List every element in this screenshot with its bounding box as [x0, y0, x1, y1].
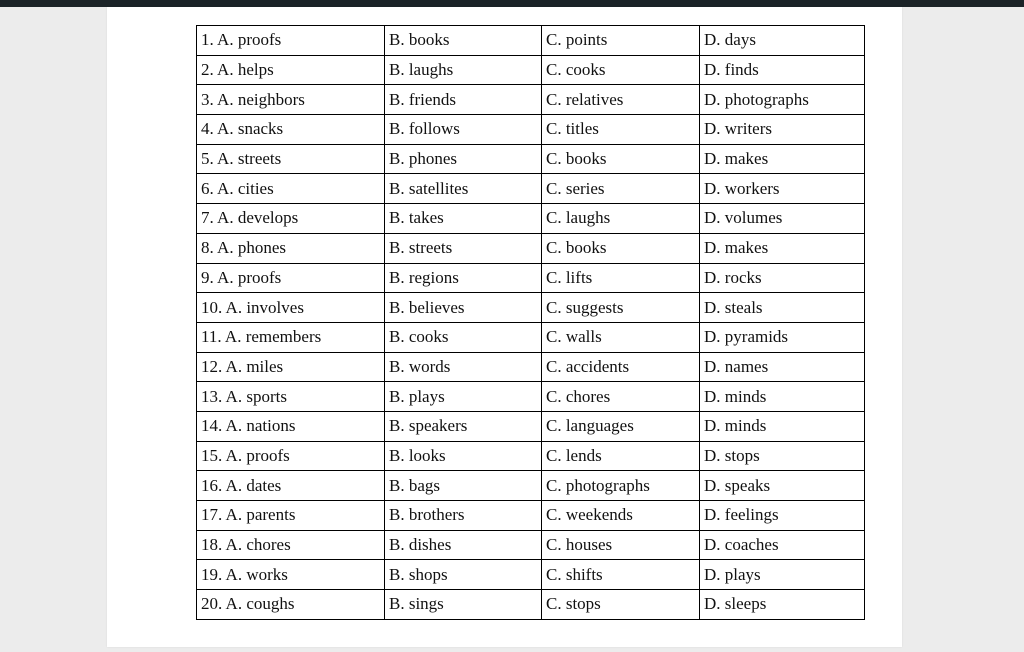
cell-option-d: D. coaches: [700, 530, 865, 560]
table-row: [197, 530, 865, 560]
table-row: [197, 55, 865, 85]
cell-option-c: C. titles: [542, 115, 700, 145]
cell-option-b: B. books: [385, 26, 542, 56]
cell-option-a: 1. A. proofs: [197, 26, 385, 56]
cell-option-c: C. weekends: [542, 501, 700, 531]
cell-option-a: 18. A. chores: [197, 530, 385, 560]
cell-option-b: B. cooks: [385, 322, 542, 352]
table-row: [197, 85, 865, 115]
cell-option-d: D. minds: [700, 411, 865, 441]
cell-option-b: B. sings: [385, 590, 542, 620]
cell-option-b: B. brothers: [385, 501, 542, 531]
cell-option-b: B. regions: [385, 263, 542, 293]
cell-option-b: B. plays: [385, 382, 542, 412]
cell-option-d: D. speaks: [700, 471, 865, 501]
cell-option-a: 2. A. helps: [197, 55, 385, 85]
cell-option-b: B. streets: [385, 233, 542, 263]
cell-option-a: 10. A. involves: [197, 293, 385, 323]
cell-option-d: D. feelings: [700, 501, 865, 531]
cell-option-b: B. takes: [385, 204, 542, 234]
table-row: [197, 233, 865, 263]
cell-option-b: B. words: [385, 352, 542, 382]
cell-option-c: C. walls: [542, 322, 700, 352]
cell-option-a: 12. A. miles: [197, 352, 385, 382]
cell-option-d: D. plays: [700, 560, 865, 590]
cell-option-c: C. laughs: [542, 204, 700, 234]
cell-option-a: 16. A. dates: [197, 471, 385, 501]
table-row: [197, 26, 865, 56]
cell-option-c: C. houses: [542, 530, 700, 560]
cell-option-c: C. languages: [542, 411, 700, 441]
cell-option-b: B. dishes: [385, 530, 542, 560]
cell-option-b: B. satellites: [385, 174, 542, 204]
cell-option-d: D. photographs: [700, 85, 865, 115]
table-row: [197, 501, 865, 531]
cell-option-b: B. follows: [385, 115, 542, 145]
table-row: [197, 560, 865, 590]
document-page: [107, 7, 902, 647]
cell-option-c: C. lends: [542, 441, 700, 471]
table-row: [197, 263, 865, 293]
cell-option-b: B. shops: [385, 560, 542, 590]
cell-option-d: D. days: [700, 26, 865, 56]
cell-option-d: D. steals: [700, 293, 865, 323]
cell-option-a: 3. A. neighbors: [197, 85, 385, 115]
cell-option-a: 19. A. works: [197, 560, 385, 590]
cell-option-c: C. accidents: [542, 352, 700, 382]
cell-option-c: C. books: [542, 233, 700, 263]
cell-option-a: 13. A. sports: [197, 382, 385, 412]
cell-option-a: 15. A. proofs: [197, 441, 385, 471]
cell-option-a: 20. A. coughs: [197, 590, 385, 620]
cell-option-b: B. speakers: [385, 411, 542, 441]
cell-option-c: C. shifts: [542, 560, 700, 590]
table-row: [197, 322, 865, 352]
cell-option-c: C. lifts: [542, 263, 700, 293]
cell-option-b: B. laughs: [385, 55, 542, 85]
cell-option-d: D. writers: [700, 115, 865, 145]
cell-option-c: C. cooks: [542, 55, 700, 85]
table-row: [197, 144, 865, 174]
table-row: [197, 174, 865, 204]
cell-option-d: D. stops: [700, 441, 865, 471]
cell-option-c: C. points: [542, 26, 700, 56]
cell-option-d: D. pyramids: [700, 322, 865, 352]
cell-option-d: D. names: [700, 352, 865, 382]
cell-option-d: D. finds: [700, 55, 865, 85]
exercise-table-body: [197, 26, 865, 620]
cell-option-b: B. bags: [385, 471, 542, 501]
cell-option-c: C. suggests: [542, 293, 700, 323]
cell-option-c: C. photographs: [542, 471, 700, 501]
cell-option-b: B. believes: [385, 293, 542, 323]
table-row: [197, 441, 865, 471]
cell-option-c: C. relatives: [542, 85, 700, 115]
cell-option-d: D. makes: [700, 144, 865, 174]
table-row: [197, 115, 865, 145]
cell-option-d: D. rocks: [700, 263, 865, 293]
cell-option-d: D. workers: [700, 174, 865, 204]
cell-option-a: 17. A. parents: [197, 501, 385, 531]
table-row: [197, 382, 865, 412]
cell-option-a: 7. A. develops: [197, 204, 385, 234]
cell-option-d: D. makes: [700, 233, 865, 263]
cell-option-c: C. books: [542, 144, 700, 174]
cell-option-a: 6. A. cities: [197, 174, 385, 204]
cell-option-a: 8. A. phones: [197, 233, 385, 263]
cell-option-d: D. minds: [700, 382, 865, 412]
table-row: [197, 293, 865, 323]
cell-option-c: C. stops: [542, 590, 700, 620]
cell-option-c: C. chores: [542, 382, 700, 412]
table-row: [197, 590, 865, 620]
cell-option-a: 4. A. snacks: [197, 115, 385, 145]
table-row: [197, 204, 865, 234]
table-row: [197, 471, 865, 501]
window-top-bar: [0, 0, 1024, 7]
cell-option-a: 5. A. streets: [197, 144, 385, 174]
cell-option-d: D. volumes: [700, 204, 865, 234]
cell-option-b: B. looks: [385, 441, 542, 471]
cell-option-c: C. series: [542, 174, 700, 204]
table-row: [197, 411, 865, 441]
cell-option-d: D. sleeps: [700, 590, 865, 620]
cell-option-b: B. phones: [385, 144, 542, 174]
table-row: [197, 352, 865, 382]
exercise-table: [196, 25, 865, 620]
cell-option-a: 9. A. proofs: [197, 263, 385, 293]
cell-option-a: 14. A. nations: [197, 411, 385, 441]
cell-option-a: 11. A. remembers: [197, 322, 385, 352]
cell-option-b: B. friends: [385, 85, 542, 115]
